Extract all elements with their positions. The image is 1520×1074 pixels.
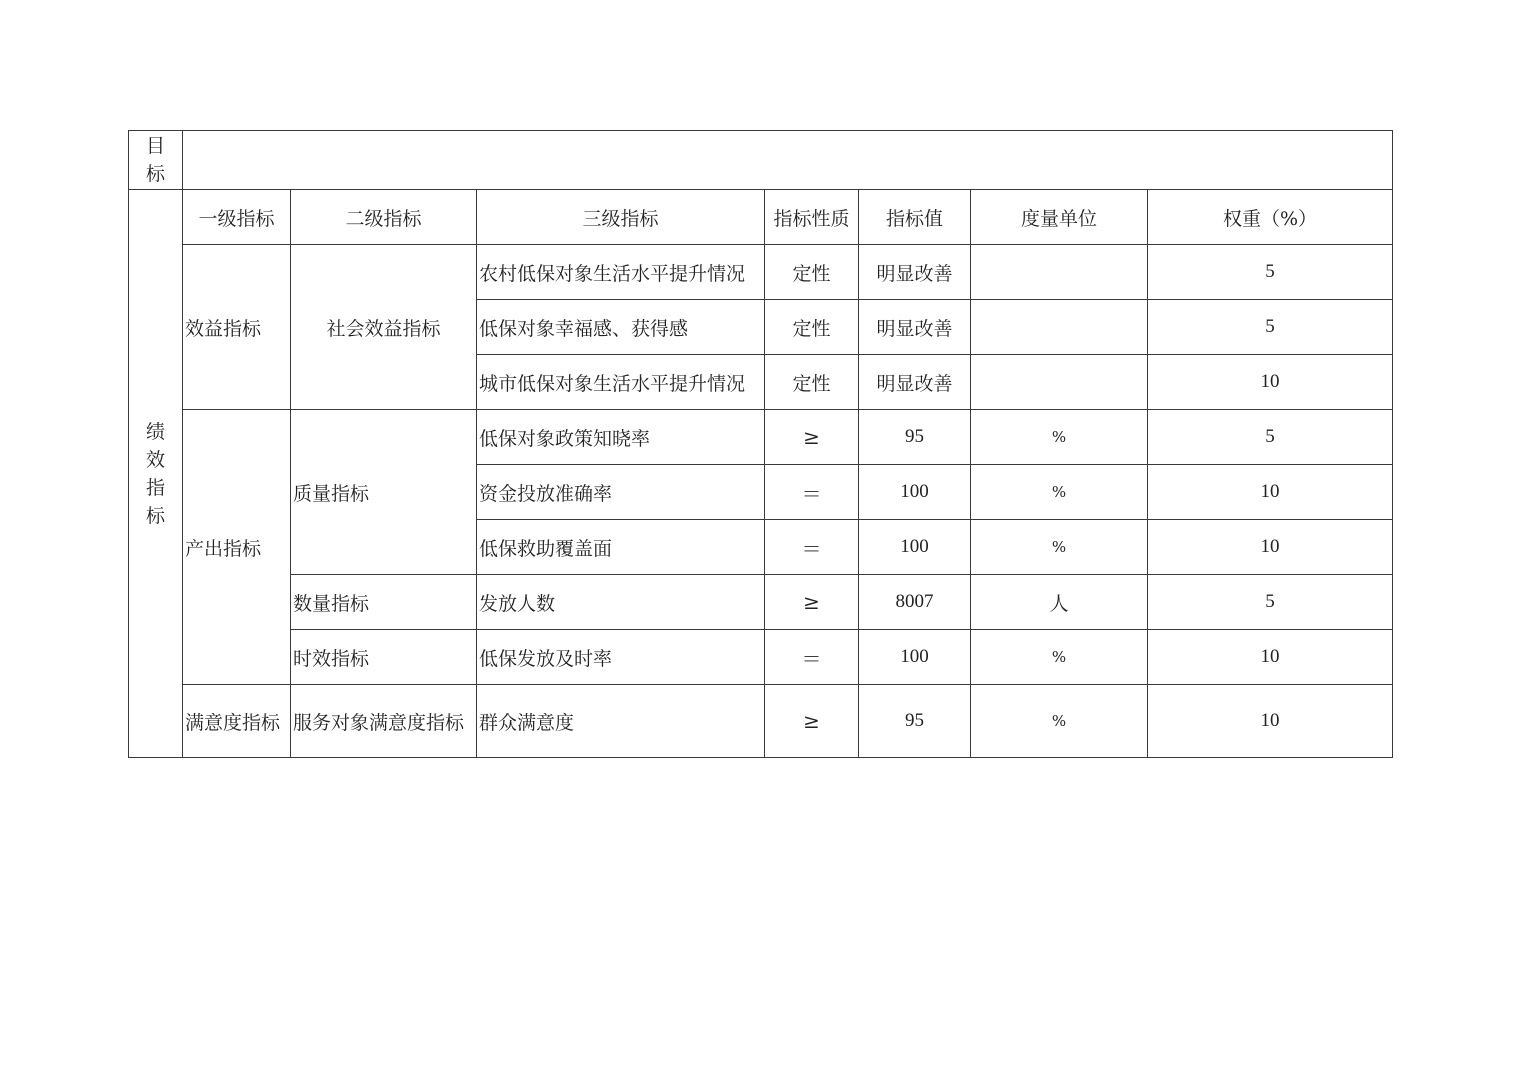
perf-label-char: 指 (145, 476, 165, 499)
indicator-weight: 5 (1148, 410, 1393, 465)
indicator-weight: 10 (1148, 630, 1393, 685)
indicator-unit: 人 (971, 575, 1148, 630)
indicator-value: 95 (859, 410, 971, 465)
perf-label-char: 绩 (145, 420, 165, 443)
indicator-weight: 10 (1148, 355, 1393, 410)
group-timeliness: 时效指标 (291, 630, 477, 685)
indicator-nature: 定性 (765, 245, 859, 300)
indicator-nature: ＝ (765, 520, 859, 575)
indicator-value: 明显改善 (859, 245, 971, 300)
indicator-nature: ≥ (765, 685, 859, 758)
indicator-nature: ≥ (765, 575, 859, 630)
indicator-name: 低保救助覆盖面 (477, 520, 765, 575)
indicator-name: 发放人数 (477, 575, 765, 630)
table-row (129, 685, 1393, 758)
header-level2: 二级指标 (291, 190, 477, 245)
indicator-nature: ≥ (765, 410, 859, 465)
indicator-value: 100 (859, 520, 971, 575)
indicator-value: 100 (859, 465, 971, 520)
target-label (129, 131, 183, 190)
indicator-name: 农村低保对象生活水平提升情况 (477, 245, 765, 300)
indicator-weight: 10 (1148, 465, 1393, 520)
header-value: 指标值 (859, 190, 971, 245)
indicator-weight: 5 (1148, 300, 1393, 355)
header-weight: 权重（%） (1148, 190, 1393, 245)
header-unit: 度量单位 (971, 190, 1148, 245)
target-label-char: 标 (145, 163, 165, 185)
target-content (183, 131, 1393, 190)
indicator-unit: % (971, 465, 1148, 520)
indicator-nature: 定性 (765, 300, 859, 355)
target-row (129, 131, 1393, 190)
indicator-nature: ＝ (765, 465, 859, 520)
target-label-char: 目 (145, 135, 165, 157)
indicator-name: 资金投放准确率 (477, 465, 765, 520)
group-service-satisfaction: 服务对象满意度指标 (291, 685, 477, 758)
group-quantity: 数量指标 (291, 575, 477, 630)
indicator-value: 明显改善 (859, 355, 971, 410)
performance-indicator-table (128, 130, 1393, 758)
group-social-benefit: 社会效益指标 (291, 245, 477, 410)
indicator-nature: 定性 (765, 355, 859, 410)
header-level1: 一级指标 (183, 190, 291, 245)
group-output: 产出指标 (183, 410, 291, 685)
perf-label-char: 标 (145, 504, 165, 527)
indicator-weight: 10 (1148, 520, 1393, 575)
table-row (129, 575, 1393, 630)
indicator-unit: % (971, 520, 1148, 575)
indicator-value: 8007 (859, 575, 971, 630)
indicator-name: 低保对象幸福感、获得感 (477, 300, 765, 355)
indicator-value: 明显改善 (859, 300, 971, 355)
indicator-unit (971, 355, 1148, 410)
table-row (129, 410, 1393, 465)
indicator-value: 95 (859, 685, 971, 758)
header-row (129, 190, 1393, 245)
header-level3: 三级指标 (477, 190, 765, 245)
indicator-unit: % (971, 630, 1148, 685)
header-nature: 指标性质 (765, 190, 859, 245)
group-satisfaction: 满意度指标 (183, 685, 291, 758)
indicator-unit: % (971, 685, 1148, 758)
indicator-weight: 5 (1148, 245, 1393, 300)
indicator-unit: % (971, 410, 1148, 465)
group-benefit: 效益指标 (183, 245, 291, 410)
table-row (129, 630, 1393, 685)
indicator-name: 低保对象政策知晓率 (477, 410, 765, 465)
indicator-weight: 5 (1148, 575, 1393, 630)
indicator-name: 城市低保对象生活水平提升情况 (477, 355, 765, 410)
perf-label-char: 效 (145, 448, 165, 471)
indicator-value: 100 (859, 630, 971, 685)
indicator-unit (971, 245, 1148, 300)
indicator-name: 群众满意度 (477, 685, 765, 758)
table-row (129, 245, 1393, 300)
indicator-weight: 10 (1148, 685, 1393, 758)
performance-indicators-label (129, 190, 183, 758)
indicator-unit (971, 300, 1148, 355)
indicator-nature: ＝ (765, 630, 859, 685)
indicator-name: 低保发放及时率 (477, 630, 765, 685)
group-quality: 质量指标 (291, 410, 477, 575)
